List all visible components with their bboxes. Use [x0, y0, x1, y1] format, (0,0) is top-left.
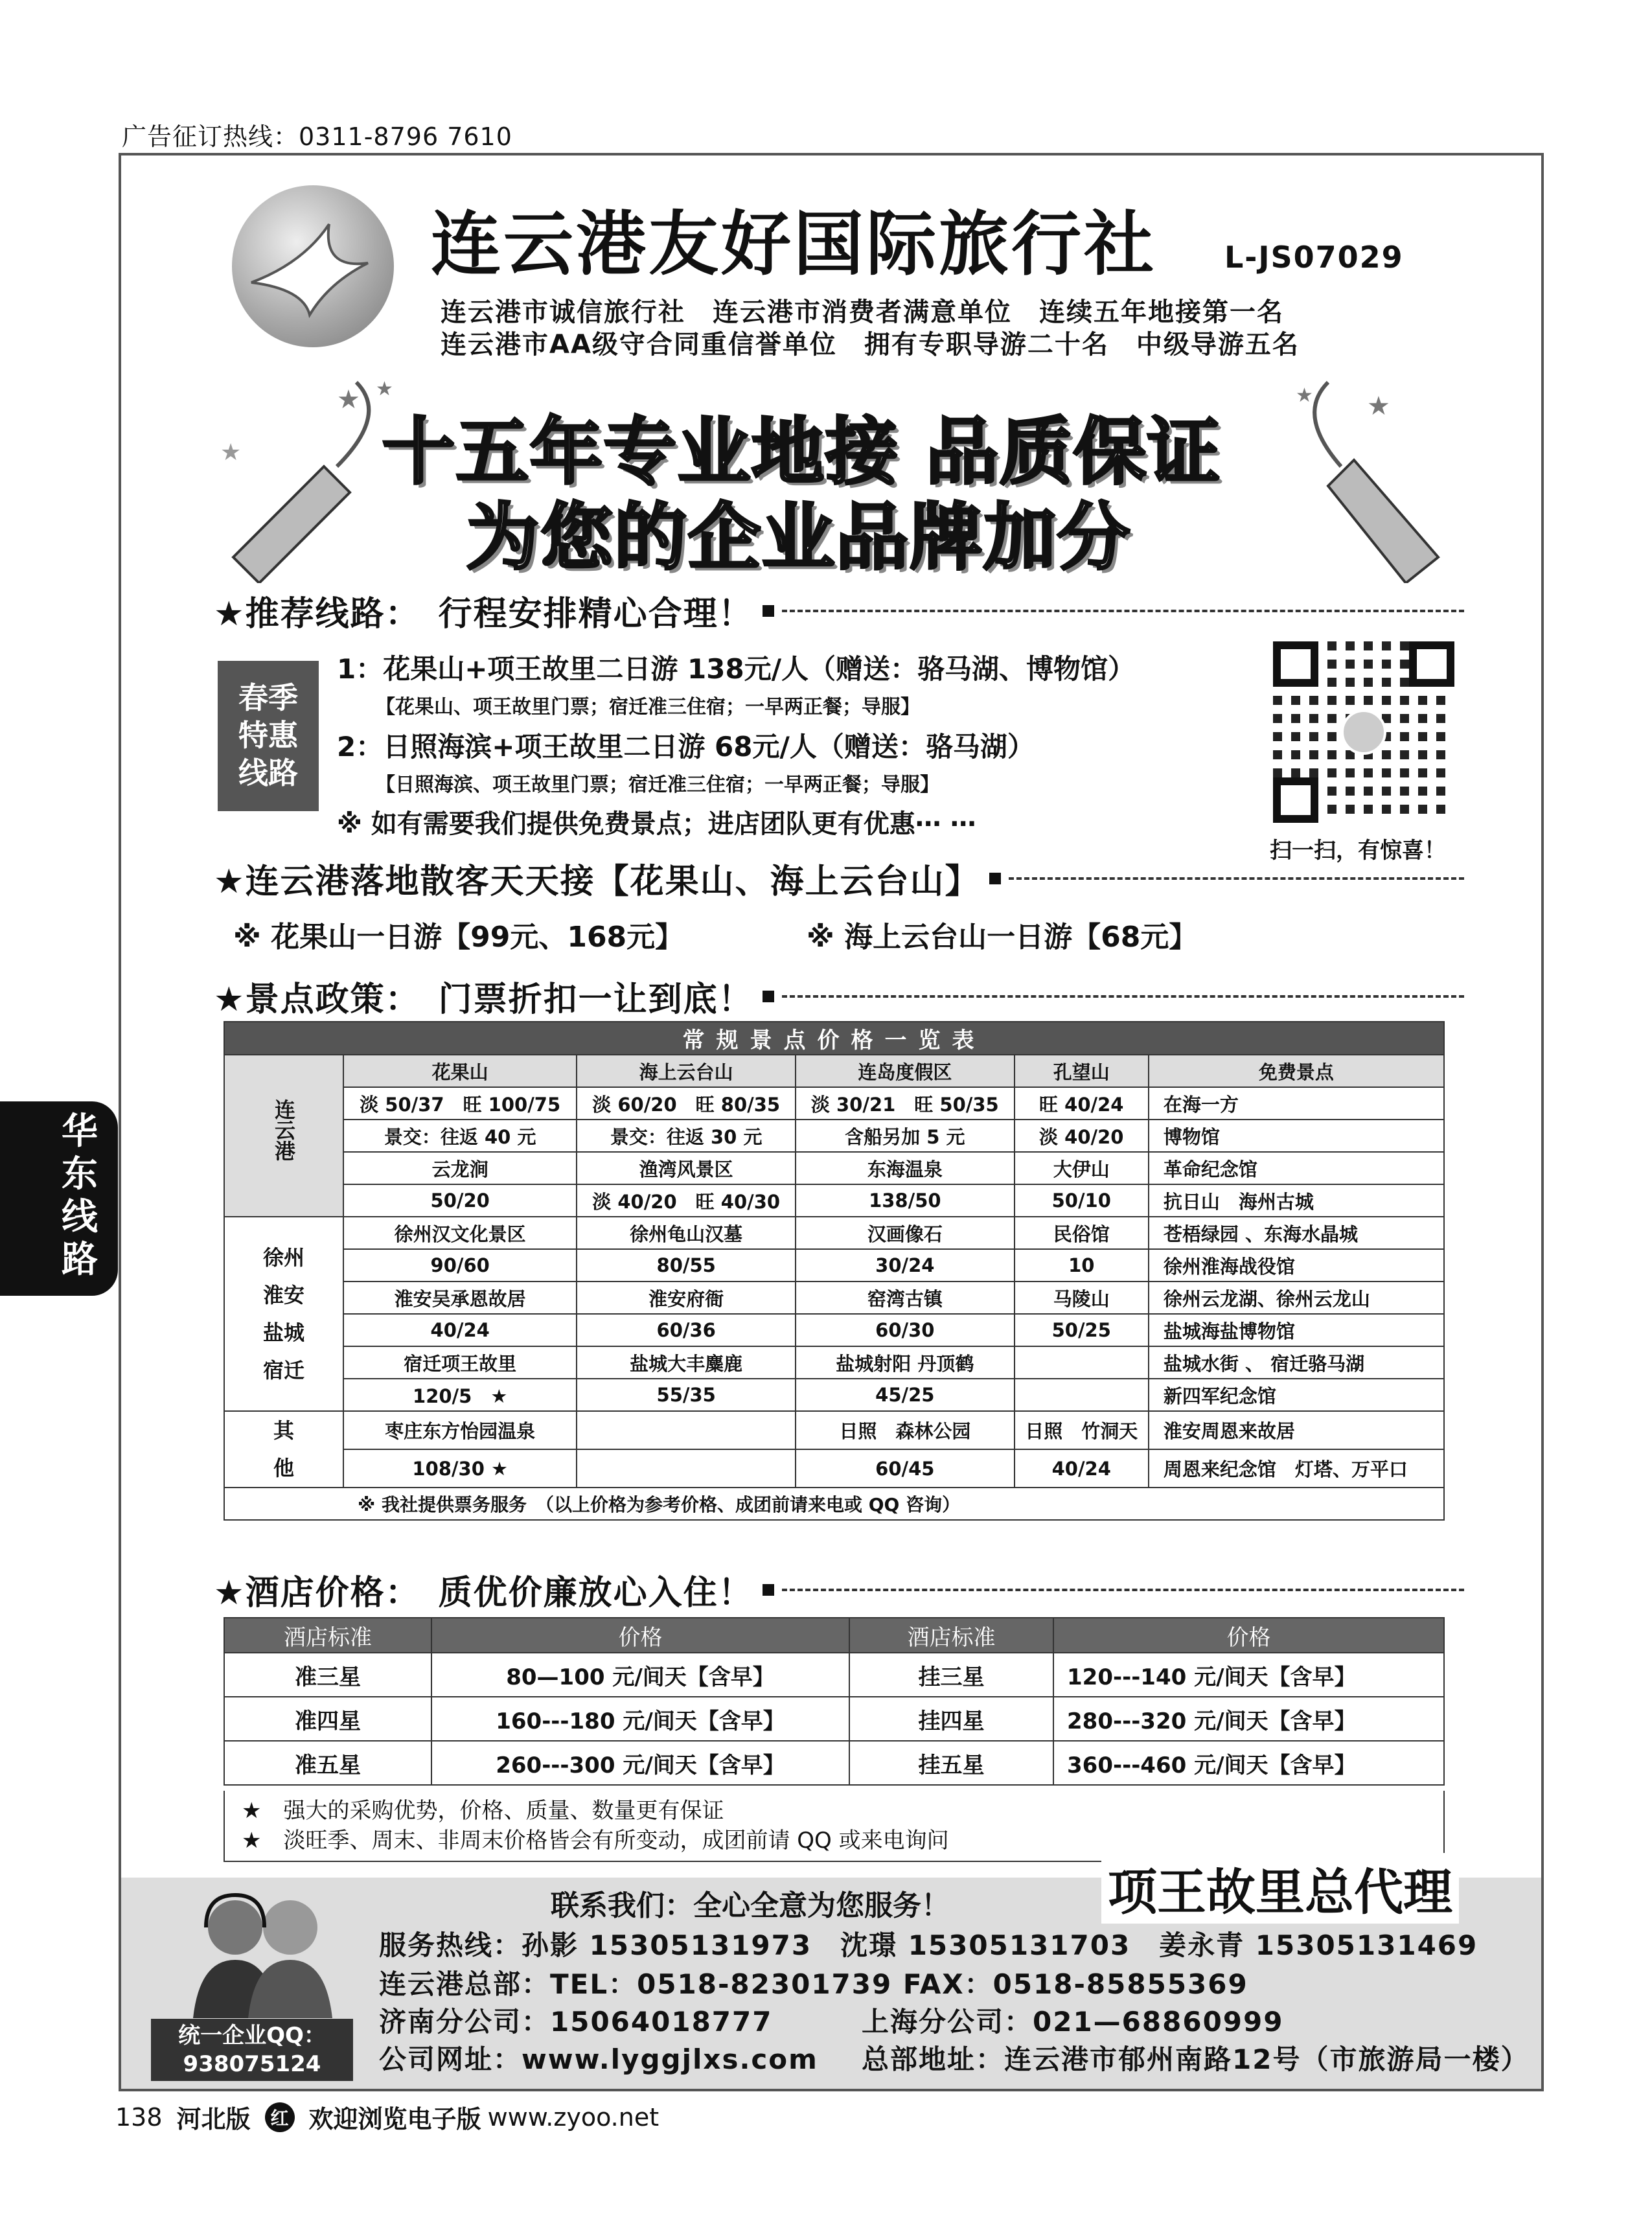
table-row: [224, 1741, 1444, 1785]
side-tab-char: 路: [62, 1239, 98, 1281]
page-number: 138: [115, 2102, 163, 2132]
contact-lead: 联系我们：全心全意为您服务！: [551, 1889, 950, 1922]
side-tab-char: 东: [62, 1153, 98, 1195]
table-cell: 徐州淮海战役馆: [1149, 1249, 1444, 1282]
section-policy-title: ★景点政策： 门票折扣一让到底！: [214, 980, 753, 1019]
table-cell: [577, 1449, 796, 1488]
table-cell: 120/5 ★: [343, 1379, 577, 1411]
table-cell: 挂四星: [849, 1697, 1053, 1741]
table-cell: 海上云台山: [577, 1055, 796, 1087]
table-cell: 景交：往返 30 元: [577, 1120, 796, 1152]
table-cell: 窑湾古镇: [796, 1282, 1015, 1314]
hq-address: 总部地址：连云港市郁州南路12号（市旅游局一楼）: [862, 2043, 1530, 2075]
table-cell: 准四星: [224, 1697, 431, 1741]
table-cell: 花果山: [343, 1055, 577, 1087]
table-cell: 博物馆: [1149, 1120, 1444, 1152]
table-header: 价格: [1053, 1618, 1444, 1653]
section-recommend: [214, 586, 1464, 635]
table-cell: 周恩来纪念馆 灯塔、万平口: [1149, 1449, 1444, 1488]
edition-label: 河北版: [176, 2105, 251, 2133]
slogan-line-2: 为您的企业品牌加分: [466, 496, 1131, 580]
group-label: 其他: [224, 1411, 343, 1488]
table-header: 价格: [431, 1618, 849, 1653]
table-cell: 淡 40/20 旺 40/30: [577, 1184, 796, 1217]
table-header: 酒店标准: [224, 1618, 431, 1653]
square-icon: [763, 991, 774, 1002]
table-cell: 260---300 元/间天【含早】: [431, 1741, 849, 1785]
table-row: [224, 1314, 1444, 1346]
page-footer: [115, 2099, 659, 2135]
table-cell: 60/30: [796, 1314, 1015, 1346]
route-2-detail: 【日照海滨、项王故里门票；宿迁准三住宿；一早两正餐；导服】: [376, 774, 939, 796]
side-tab-char: 华: [62, 1110, 98, 1153]
table-cell: 枣庄东方怡园温泉: [343, 1411, 577, 1449]
table-cell: 40/24: [343, 1314, 577, 1346]
season-badge-line: 线路: [238, 755, 298, 790]
website[interactable]: 公司网址：www.lyggjlxs.com: [379, 2043, 818, 2075]
hq-phones[interactable]: 连云港总部：TEL：0518-82301739 FAX：0518-85855369: [379, 1968, 1248, 2000]
table-cell: 360---460 元/间天【含早】: [1053, 1741, 1444, 1785]
table-cell: 苍梧绿园 、东海水晶城: [1149, 1217, 1444, 1249]
section-recommend-title: ★推荐线路： 行程安排精心合理！: [214, 595, 753, 634]
table-row: [224, 1249, 1444, 1282]
dashed-rule: [782, 995, 1464, 998]
agency-logo: [232, 185, 394, 347]
service-hotline[interactable]: 服务热线：孙影 15305131973 沈璟 15305131703 姜永青 15305131469: [379, 1929, 1478, 1961]
side-tab-char: 线: [62, 1196, 98, 1238]
day-trip-1: ※ 花果山一日游【99元、168元】: [233, 921, 684, 954]
section-hotel: [214, 1565, 1464, 1614]
table-cell: 60/36: [577, 1314, 796, 1346]
table-header: 酒店标准: [849, 1618, 1053, 1653]
table-cell: [224, 1488, 343, 1520]
route-1-title: 1：花果山+项王故里二日游 138元/人（赠送：骆马湖、博物馆）: [337, 653, 1136, 685]
table-cell: 在海一方: [1149, 1087, 1444, 1120]
table-row: [224, 1449, 1444, 1488]
table-cell: 45/25: [796, 1379, 1015, 1411]
qq-label: 统一企业QQ：: [178, 2023, 326, 2049]
table-cell: 55/35: [577, 1379, 796, 1411]
dashed-rule: [782, 1589, 1464, 1591]
table-cell: 旺 40/24: [1015, 1087, 1149, 1120]
table-cell: 孔望山: [1015, 1055, 1149, 1087]
table-cell: 120---140 元/间天【含早】: [1053, 1653, 1444, 1697]
section-hotel-title: ★酒店价格： 质优价廉放心入住！: [214, 1574, 753, 1613]
table-cell: 马陵山: [1015, 1282, 1149, 1314]
dashed-rule: [1009, 877, 1464, 880]
honor-line-2: 连云港市AA级守合同重信誉单位 拥有专职导游二十名 中级导游五名: [441, 330, 1300, 360]
table-cell: 盐城海盐博物馆: [1149, 1314, 1444, 1346]
table-cell: 160---180 元/间天【含早】: [431, 1697, 849, 1741]
table-cell: 免费景点: [1149, 1055, 1444, 1087]
dashed-rule: [782, 610, 1464, 612]
section-policy: [214, 972, 1464, 1020]
table-row: [224, 1152, 1444, 1184]
hotel-notes: [224, 1791, 1445, 1862]
table-cell: 汉画像石: [796, 1217, 1015, 1249]
table-cell: 挂五星: [849, 1741, 1053, 1785]
table-cell: 徐州龟山汉墓: [577, 1217, 796, 1249]
table-cell: 宿迁项王故里: [343, 1346, 577, 1379]
svg-text:★: ★: [376, 378, 393, 400]
table-cell: 80—100 元/间天【含早】: [431, 1653, 849, 1697]
table-cell: 淡 50/37 旺 100/75: [343, 1087, 577, 1120]
site-link[interactable]: www.zyoo.net: [487, 2102, 660, 2132]
day-trip-2: ※ 海上云台山一日游【68元】: [807, 921, 1198, 954]
table-cell: 淮安府衙: [577, 1282, 796, 1314]
table-header-row: [224, 1618, 1444, 1653]
table-cell: 准五星: [224, 1741, 431, 1785]
hotel-note: ★ 淡旺季、周末、非周末价格皆会有所变动，成团前请 QQ 或来电询问: [242, 1828, 949, 1854]
table-row: [224, 1120, 1444, 1152]
table-cell: 民俗馆: [1015, 1217, 1149, 1249]
table-cell: 盐城大丰麋鹿: [577, 1346, 796, 1379]
welcome-text: 欢迎浏览电子版: [308, 2105, 481, 2133]
table-row: [224, 1346, 1444, 1379]
table-cell: 10: [1015, 1249, 1149, 1282]
table-cell: 108/30 ★: [343, 1449, 577, 1488]
table-cell: [1015, 1346, 1149, 1379]
party-horn-right-icon: [1270, 363, 1484, 583]
table-cell: 新四军纪念馆: [1149, 1379, 1444, 1411]
table-row: [224, 1282, 1444, 1314]
table-cell: 50/10: [1015, 1184, 1149, 1217]
table-row: [224, 1087, 1444, 1120]
table-cell: 东海温泉: [796, 1152, 1015, 1184]
table-cell: 挂三星: [849, 1653, 1053, 1697]
table-cell: 90/60: [343, 1249, 577, 1282]
table-cell: [1015, 1379, 1149, 1411]
table-cell: 徐州云龙湖、徐州云龙山: [1149, 1282, 1444, 1314]
qr-caption: 扫一扫，有惊喜！: [1270, 838, 1446, 864]
square-icon: [763, 605, 774, 617]
table-cell: 40/24: [1015, 1449, 1149, 1488]
group-label: 徐州淮安盐城宿迁: [224, 1217, 343, 1411]
hotel-note: ★ 强大的采购优势，价格、质量、数量更有保证: [242, 1798, 724, 1824]
section-daily-title: ★连云港落地散客天天接【花果山、海上云台山】: [214, 862, 980, 901]
table-cell: 50/20: [343, 1184, 577, 1217]
table-cell: 渔湾风景区: [577, 1152, 796, 1184]
attraction-price-table: [224, 1021, 1445, 1521]
table-row: [224, 1411, 1444, 1449]
bird-icon: [232, 185, 394, 347]
agent-title: 项王故里总代理: [1101, 1853, 1459, 1924]
table-cell: 抗日山 海州古城: [1149, 1184, 1444, 1217]
route-note: ※ 如有需要我们提供免费景点；进店团队更有优惠⋯ ⋯: [337, 809, 976, 839]
hotel-price-table: [224, 1617, 1445, 1786]
license-number: L-JS07029: [1224, 240, 1404, 275]
svg-text:★: ★: [1367, 391, 1390, 421]
table-cell: 80/55: [577, 1249, 796, 1282]
season-badge-line: 特惠: [238, 718, 298, 753]
table-cell: 30/24: [796, 1249, 1015, 1282]
route-1-detail: 【花果山、项王故里门票；宿迁准三住宿；一早两正餐；导服】: [376, 696, 920, 719]
qq-number[interactable]: 938075124: [183, 2051, 321, 2077]
table-cell: 盐城射阳 丹顶鹤: [796, 1346, 1015, 1379]
slogan-line-1: 十五年专业地接 品质保证: [382, 410, 1221, 494]
table-row: [224, 1697, 1444, 1741]
table-cell: 淡 60/20 旺 80/35: [577, 1087, 796, 1120]
table-cell: 60/45: [796, 1449, 1015, 1488]
table-row: [224, 1379, 1444, 1411]
table-cell: 淮安周恩来故居: [1149, 1411, 1444, 1449]
red-badge-icon: 红: [265, 2102, 295, 2132]
table-cell: 革命纪念馆: [1149, 1152, 1444, 1184]
qr-corner: [1409, 641, 1454, 687]
table-cell: 淮安吴承恩故居: [343, 1282, 577, 1314]
table-row: [224, 1184, 1444, 1217]
table-cell: 淡 40/20: [1015, 1120, 1149, 1152]
table-row: [224, 1055, 1444, 1087]
customer-service-icon: [187, 1889, 339, 2018]
table-row: [224, 1653, 1444, 1697]
table-cell: 280---320 元/间天【含早】: [1053, 1697, 1444, 1741]
table-cell: 盐城水街 、 宿迁骆马湖: [1149, 1346, 1444, 1379]
table-cell: 日照 森林公园: [796, 1411, 1015, 1449]
svg-text:★: ★: [220, 439, 242, 466]
qr-corner: [1273, 777, 1318, 823]
table-cell: 徐州汉文化景区: [343, 1217, 577, 1249]
party-horn-left-icon: [194, 363, 408, 583]
table-cell: 连岛度假区: [796, 1055, 1015, 1087]
table-cell: 日照 竹洞天: [1015, 1411, 1149, 1449]
table-cell: 淡 30/21 旺 50/35: [796, 1087, 1015, 1120]
table-cell: 含船另加 5 元: [796, 1120, 1015, 1152]
section-daily: [214, 854, 1464, 903]
table-row: [224, 1488, 1444, 1520]
qr-corner: [1273, 641, 1318, 687]
price-table-caption: 常规景点价格一览表: [224, 1022, 1444, 1055]
agency-name: 连云港友好国际旅行社: [431, 204, 1157, 285]
qr-code[interactable]: [1273, 641, 1454, 823]
honor-line-1: 连云港市诚信旅行社 连云港市消费者满意单位 连续五年地接第一名: [441, 297, 1284, 327]
table-cell: 50/25: [1015, 1314, 1149, 1346]
table-cell: 准三星: [224, 1653, 431, 1697]
shanghai-branch[interactable]: 上海分公司：021—68860999: [862, 2006, 1284, 2038]
table-cell: 138/50: [796, 1184, 1015, 1217]
qr-logo-icon: [1341, 709, 1386, 755]
table-cell: 景交：往返 40 元: [343, 1120, 577, 1152]
ad-hotline: 广告征订热线：0311-8796 7610: [122, 122, 512, 151]
side-tab: [0, 1101, 118, 1296]
qq-box: [151, 2019, 353, 2081]
group-label: 连云港: [224, 1055, 343, 1217]
table-row: [224, 1217, 1444, 1249]
price-table-note: ※ 我社提供票务服务 （以上价格为参考价格、成团前请来电或 QQ 咨询）: [343, 1488, 1444, 1520]
season-badge: [218, 661, 319, 811]
table-cell: 云龙涧: [343, 1152, 577, 1184]
square-icon: [989, 873, 1001, 884]
route-2-title: 2：日照海滨+项王故里二日游 68元/人（赠送：骆马湖）: [337, 731, 1035, 763]
jinan-branch[interactable]: 济南分公司：15064018777: [379, 2006, 773, 2038]
table-cell: 大伊山: [1015, 1152, 1149, 1184]
table-cell: [577, 1411, 796, 1449]
svg-text:★: ★: [337, 385, 360, 415]
season-badge-line: 春季: [238, 680, 298, 715]
square-icon: [763, 1584, 774, 1596]
svg-text:★: ★: [1296, 384, 1313, 407]
